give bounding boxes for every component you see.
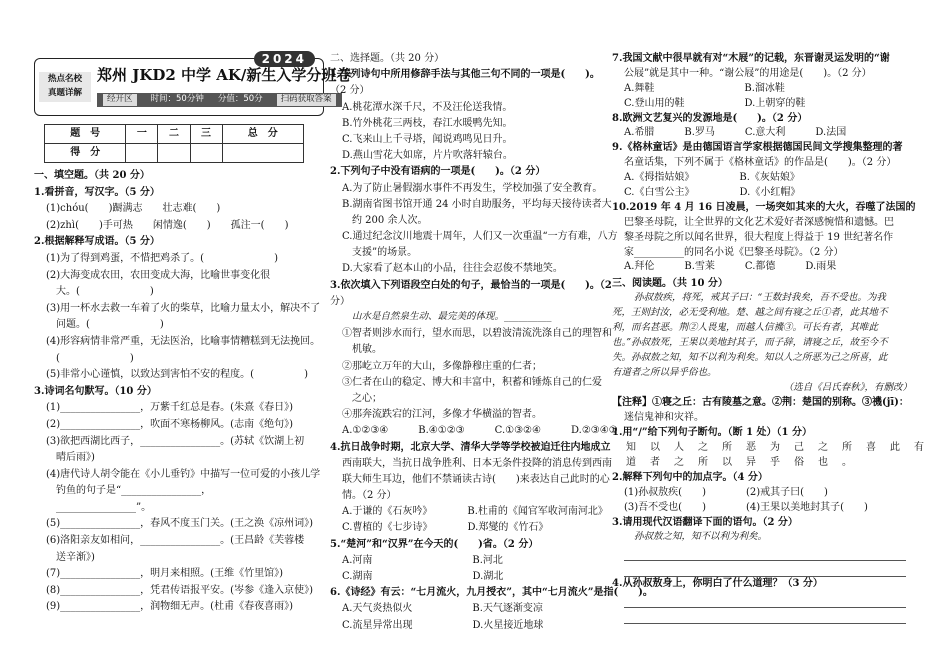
text-line: 公屐”就是其中一种。“谢公屐”的用途是( )。（2 分） [624, 67, 872, 79]
text-line: 孙叔敖疾，将死，戒其子曰：“王数封我矣，吾不受也。为我 [634, 292, 886, 304]
text-line: 一、填空题。（共 20 分） [34, 170, 150, 181]
text-line: 情。（2 分） [342, 490, 397, 502]
answer-line[interactable] [624, 545, 906, 561]
text-line: 支援”的场景。 [352, 247, 418, 259]
text-line: 3.依次填入下列语段空白处的句子，最恰当的一项是( )。（2 [330, 279, 612, 291]
meta-score: 分值：50分 [217, 94, 263, 105]
text-line: 二、选择题。（共 20 分） [330, 53, 445, 64]
score-input-cell[interactable] [222, 144, 303, 163]
text-line: (1)chóu( )蹰满志 壮志难( ) [46, 203, 221, 215]
text-line: 7.我国文献中很早就有对“木屐”的记载，东晋谢灵运发明的“谢 [612, 53, 890, 64]
score-cell: 得 分 [45, 144, 126, 163]
text-line: 钓鱼的句子是“________________， [56, 485, 212, 497]
text-line: C.通过纪念汶川地震十周年，人们又一次重温“一方有难，八方 [342, 231, 618, 243]
text-line: 之心； [352, 392, 382, 404]
text-line: 10.2019 年 4 月 16 日凌晨，一场突如其来的大火，吞噬了法国的 [612, 201, 916, 213]
column-right [612, 52, 938, 672]
text-line: (6)洛阳亲友如相问，________________。(王昌龄《芙蓉楼 [46, 535, 305, 547]
text-line: 晴后雨》) [56, 452, 95, 464]
text-line: 也。”孙叔敖死，王果以美地封其子，而子辞，请寝之丘，故至今不 [612, 336, 888, 348]
text-line: ________________”。 [56, 501, 152, 513]
text-line: （选自《吕氏春秋》，有删改） [783, 381, 912, 393]
text-line: 大。( ) [56, 286, 154, 298]
text-line: 3.诗词名句默写。（10 分） [34, 385, 157, 397]
text-line: A.舞鞋 B.溜冰鞋 [624, 82, 785, 94]
badge-line-1: 热点名校 [47, 74, 82, 84]
score-input-cell[interactable] [126, 144, 158, 163]
text-line: (4)唐代诗人胡令能在《小儿垂钓》中描写一位可爱的小孩儿学 [46, 468, 321, 480]
text-line: 分） [330, 295, 350, 307]
text-line: 8.欧洲文艺复兴的发源地是( )。（2 分） [612, 112, 808, 124]
column-middle [330, 52, 653, 672]
text-line: 4.抗日战争时期，北京大学、清华大学等学校被迫迁往内地成立 [330, 441, 611, 453]
text-line: A.桃花潭水深千尺，不及汪伦送我情。 [342, 101, 513, 113]
text-line: (5)________________，春风不度玉门关。(王之涣《凉州词》) [46, 518, 313, 530]
text-line: 孙叔敖之知，知不以利为利矣。 [634, 530, 768, 542]
text-line: (3)欲把西湖比西子，________________。(苏轼《饮湖上初 [46, 435, 305, 447]
school-badge [39, 72, 91, 102]
badge-line-2: 真题详解 [47, 88, 82, 98]
text-line: 联大师生耳边，他们不禁诵读古诗( )来表达自己此时的心 [342, 473, 610, 485]
text-line: C.曹植的《七步诗》 D.郑燮的《竹石》 [342, 522, 549, 534]
score-cell: 三 [190, 125, 222, 144]
text-line: 9.《格林童话》是由德国语言学家根据德国民间文学搜集整理的著 [612, 142, 903, 154]
score-cell: 二 [158, 125, 190, 144]
text-line: A.希腊 B.罗马 C.意大利 D.法国 [624, 127, 847, 139]
text-line: 名童话集，下列不属于《格林童话》的作品是( )。（2 分） [624, 157, 897, 169]
text-line: A.为了防止暑假溺水事件不再发生，学校加强了安全教育。 [342, 182, 603, 194]
text-line: ③仁者在山的稳定、博大和丰富中，积蓄和锤炼自己的仁爱 [342, 376, 602, 388]
text-line: ①智者则涉水而行，望水而思，以碧波清流洗涤自己的理智和 [342, 328, 612, 340]
text-line: (1)孙叔敖疾( ) (2)戒其子曰( ) [624, 486, 828, 498]
text-line: (2)大海变成农田，农田变成大海，比喻世事变化很 [46, 269, 271, 281]
meta-time: 时间：50分钟 [150, 94, 204, 105]
text-line: 西南联大，当抗日战争胜利、日本无条件投降的消息传到西南 [342, 457, 612, 469]
score-input-cell[interactable] [190, 144, 222, 163]
year-badge: 2024 [254, 51, 315, 67]
exam-meta-bar [97, 93, 342, 107]
text-line: 1.下列诗句中所用修辞手法与其他三句不同的一项是( )。 [330, 69, 600, 81]
text-line: 3.请用现代汉语翻译下面的语句。（2 分） [612, 516, 798, 528]
text-line: 家__________的同名小说《巴黎圣母院》。（2 分） [624, 246, 844, 258]
text-line: (1)________________，万紫千红总是春。(朱熹《春日》) [46, 402, 293, 414]
text-line: B.竹外桃花三两枝，春江水暖鸭先知。 [342, 117, 513, 129]
text-line: A.拜伦 B.雪莱 C.都德 D.雨果 [624, 261, 837, 273]
text-line: (8)________________，凭君传语报平安。(岑参《逢入京使》) [46, 584, 313, 596]
text-line: 6.《诗经》有云：“七月流火，九月授衣”，其中“七月流火”是指( )。 [330, 587, 653, 599]
score-cell: 一 [126, 125, 158, 144]
text-line: A.于谦的《石灰吟》 B.杜甫的《闻官军收河南河北》 [342, 506, 608, 518]
score-cell: 题 号 [45, 125, 126, 144]
text-line: 山水是自然泉生动、最完美的体现。__________ [352, 311, 552, 322]
answer-line[interactable] [624, 561, 906, 577]
text-line: (3)用一杯水去救一车着了火的柴草，比喻力量太小，解决不了 [46, 302, 321, 314]
text-line: ④那奔流跌宕的江河，多像才华横溢的智者。 [342, 409, 542, 421]
text-line: C.登山用的鞋 D.上朝穿的鞋 [624, 97, 806, 109]
text-line: ②那屹立万年的大山，多像静穆庄重的仁者； [342, 360, 542, 372]
text-line: (9)________________，润物细无声。(杜甫《春夜喜雨》) [46, 601, 293, 613]
score-table-header-row [45, 125, 304, 144]
text-line: 2.根据解释写成语。（5 分） [34, 236, 160, 248]
text-line: 有道者之所以异乎俗也。 [612, 366, 717, 378]
text-line: A.①②③④ B.④①②③ C.①③②④ D.②③④① [342, 425, 618, 437]
text-line: C.《白雪公主》 D.《小红帽》 [624, 187, 801, 199]
text-line: A.河南 B.河北 [342, 554, 503, 566]
text-line: 约 200 余人次。 [352, 214, 428, 226]
score-cell: 总 分 [222, 125, 303, 144]
text-line: 道者之所以异乎俗也。 [626, 457, 866, 469]
text-line: A.《拇指姑娘》 B.《灰姑娘》 [624, 172, 800, 184]
score-table [44, 124, 304, 163]
text-line: (2)________________，吹面不寒杨柳风。(志南《绝句》) [46, 418, 293, 430]
text-line: 2.解释下列句中的加点字。（4 分） [612, 471, 768, 483]
exam-title: 郑州 JKD2 中学 AK/新生入学分班卷 [97, 66, 352, 84]
answer-line[interactable] [624, 592, 906, 608]
text-line: 【注释】①寝之丘：古有陵墓之意。②荆：楚国的别称。③禨(jī)： [612, 397, 909, 409]
text-line: (5)非常小心谨慎，以致达到害怕不安的程度。( ) [46, 369, 308, 381]
text-line: 迷信鬼神和灾祥。 [624, 412, 704, 424]
text-line: 1.看拼音，写汉字。（5 分） [34, 186, 160, 198]
text-line: 5.“楚河”和“汉界”在今天的( )省。（2 分） [330, 538, 539, 550]
text-line: 黎圣母院之所以闻名世界，很大程度上得益于 19 世纪著名作 [624, 231, 894, 243]
column-left-body [34, 169, 324, 617]
text-line: 失。孙叔敖之知，知不以利为利矣。知以人之所恶为己之所喜，此 [612, 351, 888, 363]
score-input-cell[interactable] [158, 144, 190, 163]
text-line: C.飞来山上千寻塔，闻说鸡鸣见日升。 [342, 133, 513, 145]
text-line: 死，王则封汝，必无受利地。楚、越之间有寝之丘①者，此其地不 [612, 307, 888, 319]
text-line: C.流星异常出现 D.火星接近地球 [342, 619, 544, 631]
meta-answer: 扫码获取答案 [277, 94, 336, 105]
text-line: (4)形容病情非常严重，无法医治，比喻事情糟糕到无法挽回。 [46, 335, 321, 347]
text-line: 三、阅读题。（共 10 分） [612, 278, 728, 290]
score-table-score-row [45, 144, 304, 163]
text-line: 送辛渐》) [56, 551, 95, 563]
text-line: (2)zhì( )手可热 闲情逸( ) 孤注一( ) [46, 219, 289, 231]
text-line: C.湖南 D.湖北 [342, 571, 504, 582]
text-line: 2.下列句子中没有语病的一项是( )。（2 分） [330, 166, 546, 178]
text-line: (3)吾不受也( ) (4)王果以美地封其子( ) [624, 501, 868, 513]
column-middle-body [330, 52, 653, 635]
text-line: 知以人之所恶为己之所喜此有 [626, 442, 938, 454]
text-line: 1.用“/”给下列句子断句。（断 1 处）（1 分） [612, 427, 812, 439]
answer-line[interactable] [624, 608, 906, 624]
text-line: （2 分） [330, 85, 370, 97]
text-line: D.大家看了赵本山的小品，往往会忍俊不禁地笑。 [342, 263, 563, 275]
column-right-body [612, 52, 938, 624]
meta-district: 经开区 [103, 94, 137, 105]
text-line: 4.从孙叔敖身上，你明白了什么道理？（3 分） [612, 578, 823, 590]
text-line: (7)________________，明月来相照。(王维《竹里馆》) [46, 568, 283, 580]
text-line: (1)为了得到鸡蛋，不惜把鸡杀了。( ) [46, 252, 278, 264]
text-line: 巴黎圣母院，让全世界的文化艺术爱好者深感惋惜和遗憾。巴 [624, 216, 894, 228]
text-line: 机敏。 [352, 344, 382, 356]
text-line: 问题。( ) [56, 319, 164, 331]
text-line: ( ) [56, 352, 134, 364]
text-line: A.天气炎热似火 B.天气逐渐变凉 [342, 603, 543, 615]
text-line: B.湖南省图书馆开通 24 小时自助服务，平均每天接待读者大 [342, 198, 612, 210]
text-line: D.燕山雪花大如席，片片吹落轩辕台。 [342, 150, 513, 162]
text-line: 利，而名甚恶。荆②人畏鬼，而越人信禨③。可长有者，其唯此 [612, 322, 879, 334]
